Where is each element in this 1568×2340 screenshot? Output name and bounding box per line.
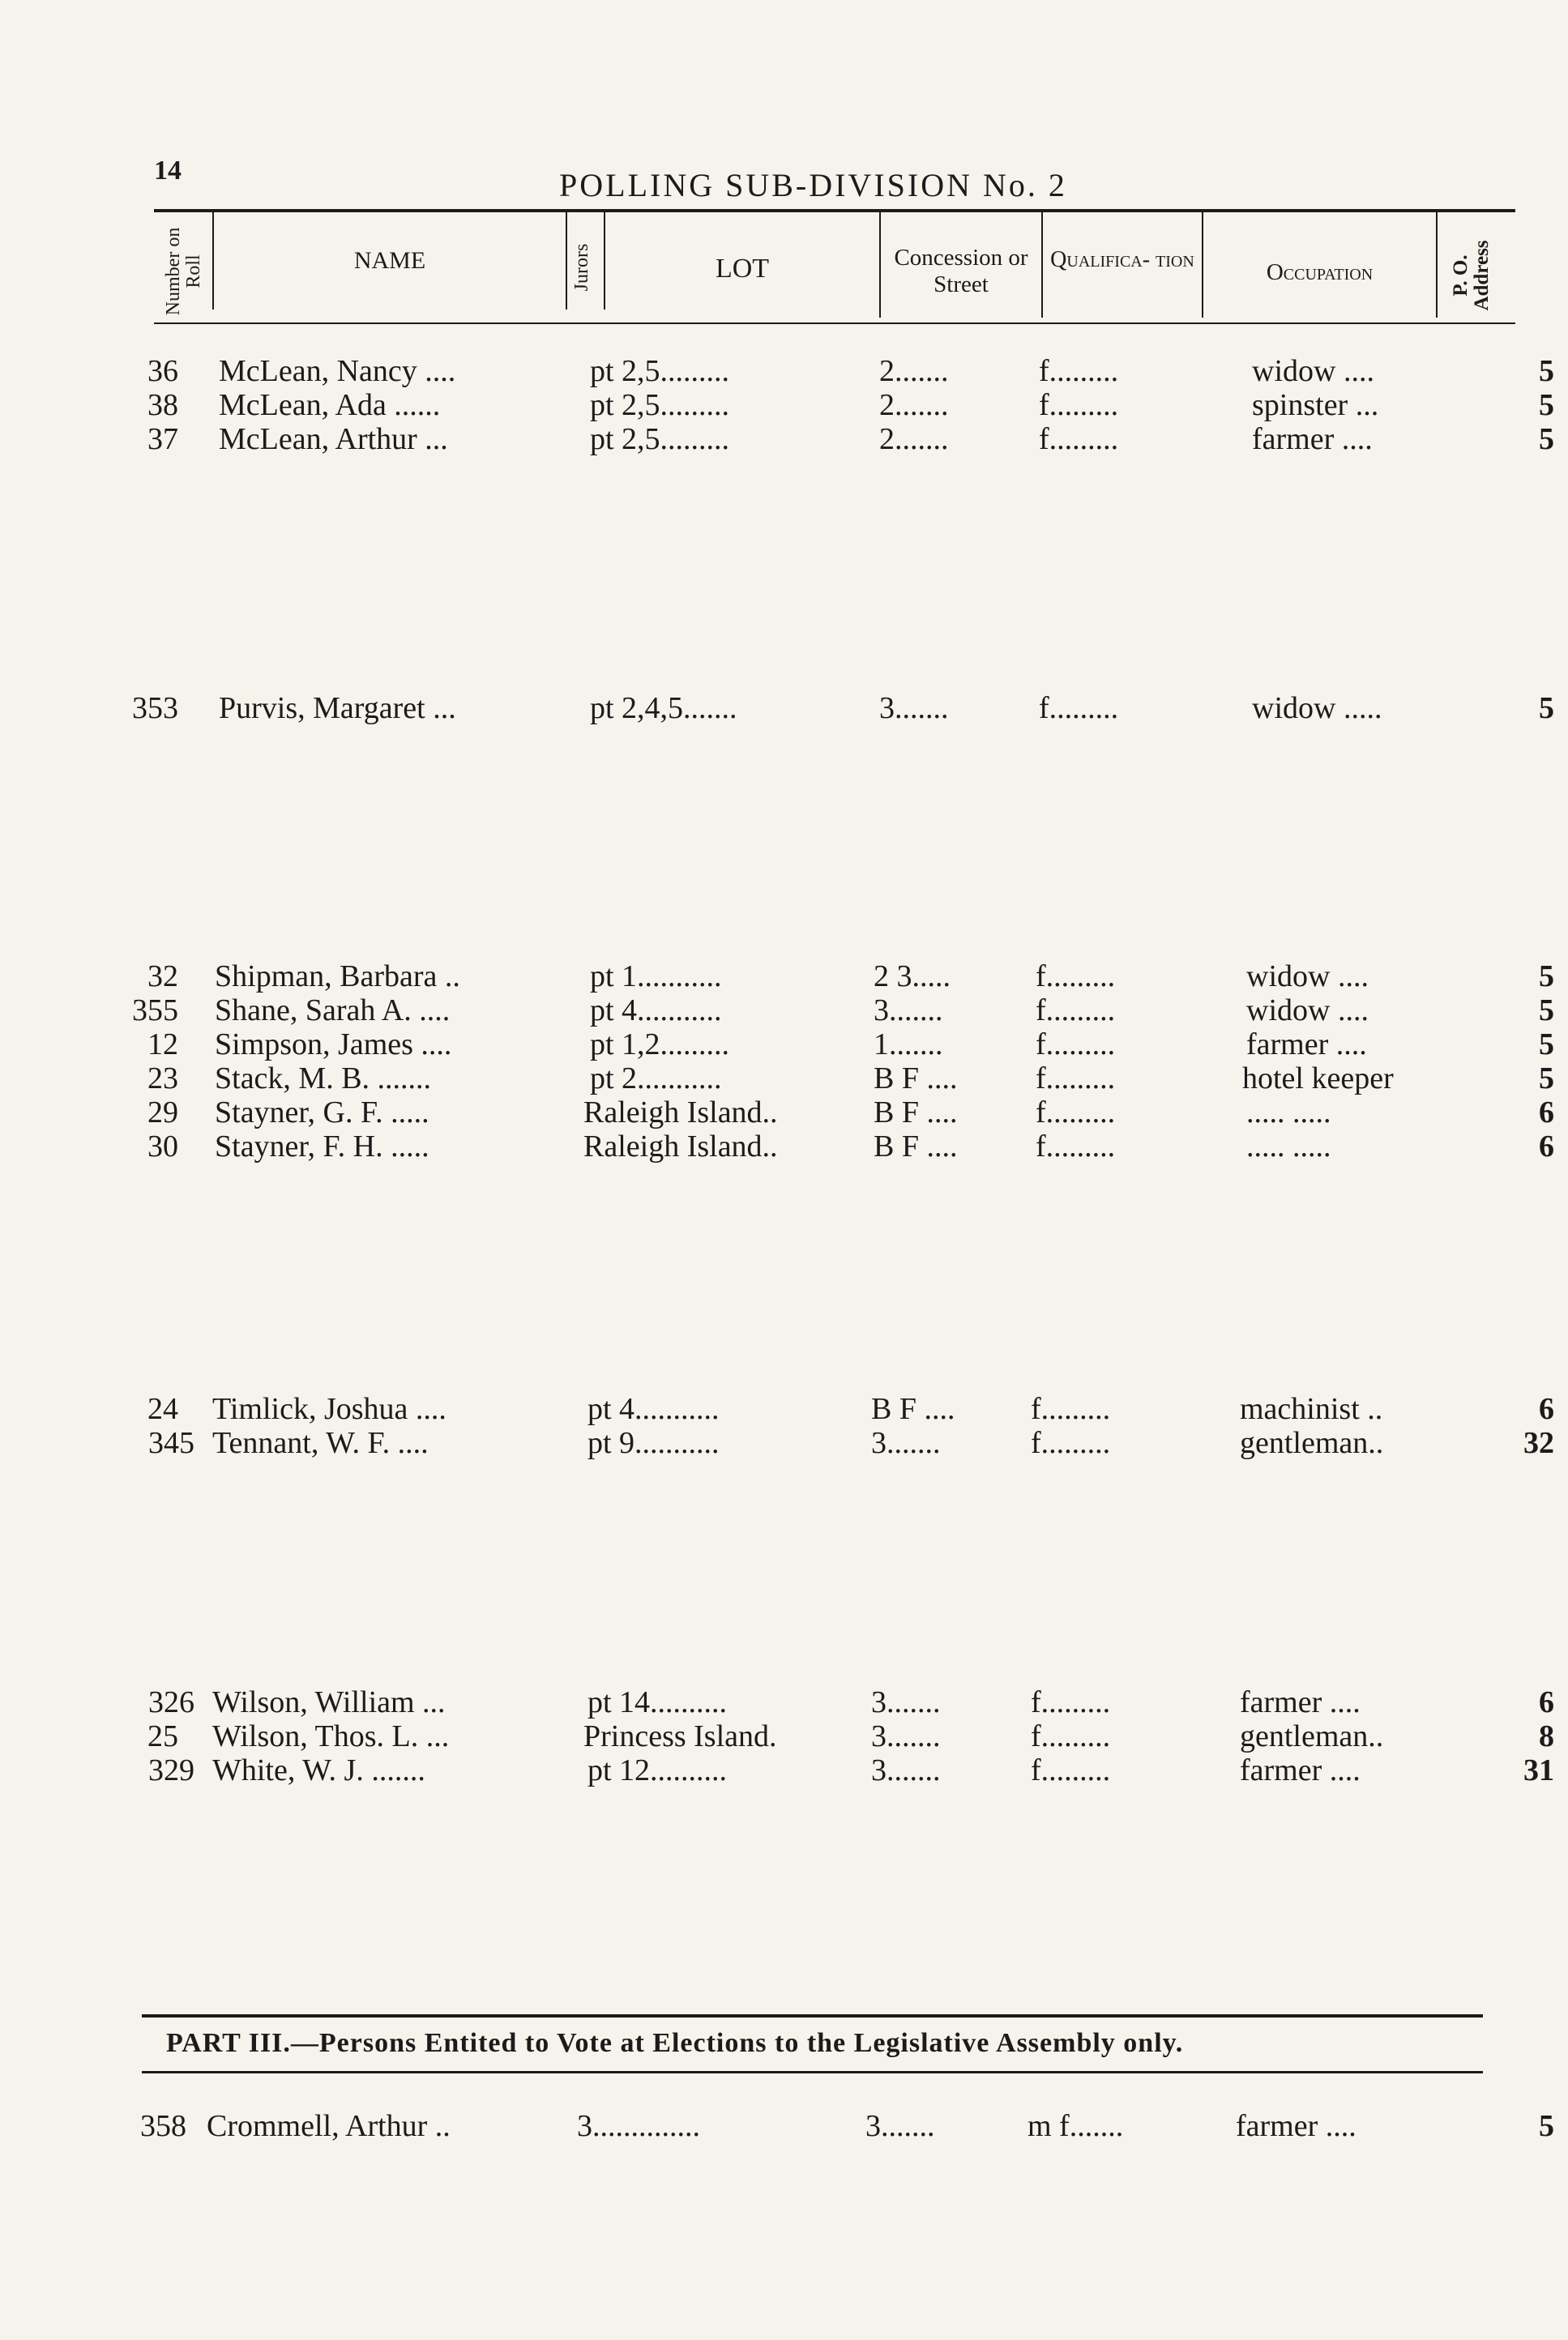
roll-number: 329 xyxy=(148,1753,194,1787)
concession: 3....... xyxy=(871,1753,941,1787)
concession: 3....... xyxy=(879,691,949,725)
concession: B F .... xyxy=(874,1129,958,1164)
header-lot: LOT xyxy=(715,254,770,284)
po-address: 5 xyxy=(1539,2109,1554,2143)
qualification: f......... xyxy=(1036,1061,1116,1095)
voter-name: McLean, Arthur ... xyxy=(219,422,448,456)
lot: pt 2,4,5....... xyxy=(590,691,737,725)
po-address: 5 xyxy=(1539,1061,1554,1095)
concession: 2....... xyxy=(879,354,949,388)
qualification: f......... xyxy=(1036,959,1116,993)
header-concession: Concession or Street xyxy=(894,245,1028,298)
roll-number: 25 xyxy=(147,1719,178,1753)
po-address: 8 xyxy=(1539,1719,1554,1753)
header-number-on-roll: Number on Roll xyxy=(163,227,205,316)
voter-name: White, W. J. ....... xyxy=(212,1753,425,1787)
page-number: 14 xyxy=(154,156,182,186)
concession: 1....... xyxy=(874,1027,943,1061)
qualification: f......... xyxy=(1039,691,1119,725)
lot: pt 1........... xyxy=(590,959,722,993)
qualification: f......... xyxy=(1036,993,1116,1027)
qualification: m f....... xyxy=(1028,2109,1124,2143)
lot: Raleigh Island.. xyxy=(583,1095,778,1129)
table-row xyxy=(0,959,1568,993)
table-row xyxy=(0,1685,1568,1719)
concession: B F .... xyxy=(871,1392,955,1426)
occupation: farmer .... xyxy=(1246,1027,1367,1061)
qualification: f......... xyxy=(1036,1129,1116,1164)
qualification: f......... xyxy=(1031,1392,1111,1426)
occupation: spinster ... xyxy=(1252,388,1379,422)
header-jurors: Jurors xyxy=(571,243,592,292)
table-row xyxy=(0,1719,1568,1753)
concession: B F .... xyxy=(874,1061,958,1095)
lot: pt 4........... xyxy=(590,993,722,1027)
roll-number: 12 xyxy=(147,1027,178,1061)
header-occupation: Occupation xyxy=(1266,259,1374,285)
occupation: widow .... xyxy=(1252,354,1374,388)
header-top-rule xyxy=(154,209,1515,212)
po-address: 32 xyxy=(1523,1426,1554,1460)
occupation: widow ..... xyxy=(1252,691,1382,725)
part3-bottom-rule xyxy=(142,2071,1483,2073)
occupation: farmer .... xyxy=(1236,2109,1357,2143)
qualification: f......... xyxy=(1039,422,1119,456)
roll-number: 355 xyxy=(132,993,178,1027)
roll-number: 32 xyxy=(147,959,178,993)
table-row xyxy=(0,387,1568,421)
voter-name: Stayner, F. H. ..... xyxy=(215,1129,429,1164)
concession: 3....... xyxy=(865,2109,935,2143)
roll-number: 358 xyxy=(140,2109,186,2143)
roll-number: 36 xyxy=(147,354,178,388)
concession: 2....... xyxy=(879,388,949,422)
table-row xyxy=(0,1061,1568,1095)
qualification: f......... xyxy=(1039,354,1119,388)
table-row xyxy=(0,993,1568,1027)
voter-name: Stack, M. B. ....... xyxy=(215,1061,432,1095)
lot: pt 4........... xyxy=(587,1392,720,1426)
roll-number: 353 xyxy=(132,691,178,725)
roll-number: 23 xyxy=(147,1061,178,1095)
roll-number: 24 xyxy=(147,1392,178,1426)
qualification: f......... xyxy=(1036,1095,1116,1129)
voter-name: McLean, Ada ...... xyxy=(219,388,441,422)
voter-name: Shipman, Barbara .. xyxy=(215,959,460,993)
table-row xyxy=(0,1391,1568,1425)
voter-name: Timlick, Joshua .... xyxy=(212,1392,446,1426)
voter-name: Crommell, Arthur .. xyxy=(207,2109,451,2143)
roll-number: 29 xyxy=(147,1095,178,1129)
lot: pt 2,5......... xyxy=(590,388,730,422)
occupation: machinist .. xyxy=(1240,1392,1383,1426)
occupation: gentleman.. xyxy=(1240,1719,1384,1753)
po-address: 31 xyxy=(1523,1753,1554,1787)
lot: pt 14.......... xyxy=(587,1685,728,1719)
concession: 2 3..... xyxy=(874,959,951,993)
roll-number: 345 xyxy=(148,1426,194,1460)
table-row xyxy=(0,353,1568,387)
occupation: ..... ..... xyxy=(1246,1095,1331,1129)
qualification: f......... xyxy=(1031,1685,1111,1719)
qualification: f......... xyxy=(1031,1719,1111,1753)
qualification: f......... xyxy=(1031,1753,1111,1787)
voter-name: Stayner, G. F. ..... xyxy=(215,1095,429,1129)
po-address: 5 xyxy=(1539,959,1554,993)
lot: pt 9........... xyxy=(587,1426,720,1460)
qualification: f......... xyxy=(1039,388,1119,422)
lot: pt 2........... xyxy=(590,1061,722,1095)
voter-name: Wilson, William ... xyxy=(212,1685,446,1719)
po-address: 6 xyxy=(1539,1685,1554,1719)
lot: pt 1,2......... xyxy=(590,1027,730,1061)
voter-name: Purvis, Margaret ... xyxy=(219,691,456,725)
voter-name: McLean, Nancy .... xyxy=(219,354,456,388)
roll-number: 38 xyxy=(147,388,178,422)
table-row xyxy=(0,421,1568,455)
occupation: farmer .... xyxy=(1240,1685,1361,1719)
concession: 3....... xyxy=(874,993,943,1027)
lot: pt 2,5......... xyxy=(590,422,730,456)
occupation: ..... ..... xyxy=(1246,1129,1331,1164)
table-row xyxy=(0,1095,1568,1129)
lot: 3.............. xyxy=(577,2109,700,2143)
voter-name: Tennant, W. F. .... xyxy=(212,1426,429,1460)
lot: pt 2,5......... xyxy=(590,354,730,388)
concession: 3....... xyxy=(871,1685,941,1719)
lot: Raleigh Island.. xyxy=(583,1129,778,1164)
concession: 2....... xyxy=(879,422,949,456)
table-row xyxy=(0,1027,1568,1061)
table-row xyxy=(0,1129,1568,1163)
occupation: hotel keeper xyxy=(1242,1061,1394,1095)
po-address: 5 xyxy=(1539,993,1554,1027)
header-name: NAME xyxy=(353,247,426,274)
roll-number: 37 xyxy=(147,422,178,456)
occupation: farmer .... xyxy=(1252,422,1373,456)
header-qualification: Qualifica- tion xyxy=(1050,247,1194,272)
po-address: 5 xyxy=(1539,354,1554,388)
table-row xyxy=(0,690,1568,724)
occupation: widow .... xyxy=(1246,959,1369,993)
header-bottom-rule xyxy=(154,322,1515,324)
page-title: POLLING SUB-DIVISION No. 2 xyxy=(559,167,1067,203)
header-divider xyxy=(566,212,567,310)
voter-name: Shane, Sarah A. .... xyxy=(215,993,451,1027)
table-row xyxy=(0,2108,1568,2142)
voter-name: Wilson, Thos. L. ... xyxy=(212,1719,450,1753)
po-address: 5 xyxy=(1539,422,1554,456)
po-address: 6 xyxy=(1539,1095,1554,1129)
po-address: 6 xyxy=(1539,1392,1554,1426)
table-row xyxy=(0,1753,1568,1787)
lot: Princess Island. xyxy=(583,1719,777,1753)
voter-name: Simpson, James .... xyxy=(215,1027,452,1061)
concession: 3....... xyxy=(871,1719,941,1753)
po-address: 5 xyxy=(1539,388,1554,422)
qualification: f......... xyxy=(1036,1027,1116,1061)
qualification: f......... xyxy=(1031,1426,1111,1460)
occupation: farmer .... xyxy=(1240,1753,1361,1787)
part3-heading: PART III.—Persons Entited to Vote at Elections to the Legislative Assembly only. xyxy=(166,2028,1184,2058)
header-po-address: P. O. Address xyxy=(1450,240,1493,311)
header-divider xyxy=(1041,212,1043,318)
po-address: 6 xyxy=(1539,1129,1554,1164)
po-address: 5 xyxy=(1539,1027,1554,1061)
occupation: widow .... xyxy=(1246,993,1369,1027)
table-row xyxy=(0,1425,1568,1459)
roll-number: 326 xyxy=(148,1685,194,1719)
part3-top-rule xyxy=(142,2014,1483,2018)
concession: B F .... xyxy=(874,1095,958,1129)
roll-number: 30 xyxy=(147,1129,178,1164)
lot: pt 12.......... xyxy=(587,1753,728,1787)
header-divider xyxy=(1436,212,1438,318)
concession: 3....... xyxy=(871,1426,941,1460)
po-address: 5 xyxy=(1539,691,1554,725)
occupation: gentleman.. xyxy=(1240,1426,1384,1460)
